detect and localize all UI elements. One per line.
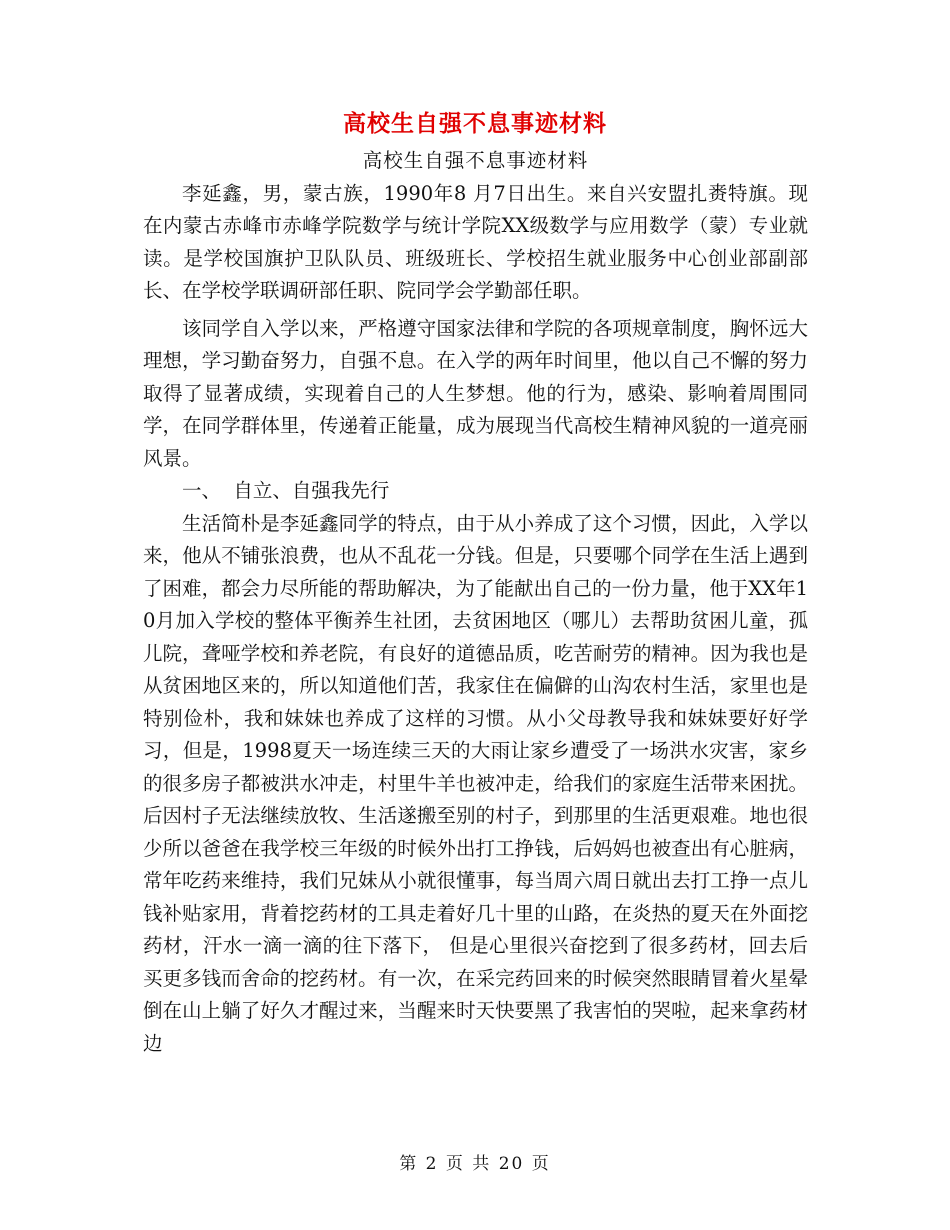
- paragraph-summary: 该同学自入学以来，严格遵守国家法律和学院的各项规章制度，胸怀远大理想，学习勤奋努力，自强不息。在入学的两年时间里，他以自己不懈的努力取得了显著成绩，实现着自己的人生梦想。他的行为，感染、影响着周围同学，在同学群体里，传递着正能量，成为展现当代高校生精神风貌的一道亮丽风景。: [143, 316, 808, 470]
- section-heading: 一、 自立、自强我先行: [182, 479, 390, 502]
- page-number-footer: 第 2 页 共 20 页: [399, 1154, 551, 1174]
- document-subtitle: 高校生自强不息事迹材料: [362, 149, 589, 172]
- document-body: [143, 145, 808, 1060]
- document-title: 高校生自强不息事迹材料: [343, 110, 607, 137]
- paragraph-intro: 李延鑫，男，蒙古族，1990年8 月7日出生。来自兴安盟扎赉特旗。现在内蒙古赤峰市赤峰学院数学与统计学院XX级数学与应用数学（蒙）专业就读。是学校国旗护卫队队员、班级班长、学校招生就业服务中心创业部副部长、在学校学联调研部任职、院同学会学勤部任职。: [143, 181, 808, 302]
- paragraph-section-body: 生活简朴是李延鑫同学的特点，由于从小养成了这个习惯，因此，入学以来，他从不铺张浪费，也从不乱花一分钱。但是，只要哪个同学在生活上遇到了困难，都会力尽所能的帮助解决，为了能献出自己的一份力量，他于XX年10月加入学校的整体平衡养生社团，去贫困地区（哪儿）去帮助贫困儿童，孤儿院，聋哑学校和养老院，有良好的道德品质，吃苦耐劳的精神。因为我也是从贫困地区来的，所以知道他们苦，我家住在偏僻的山沟农村生活，家里也是特别俭朴，我和妹妹也养成了这样的习惯。从小父母教导我和妹妹要好好学习，但是，1998夏天一场连续三天的大雨让家乡遭受了一场洪水灾害，家乡的很多房子都被洪水冲走，村里牛羊也被冲走，给我们的家庭生活带来困扰。后因村子无法继续放牧、生活遂搬至别的村子，到那里的生活更艰难。地也很少所以爸爸在我学校三年级的时候外出打工挣钱，后妈妈也被查出有心脏病，常年吃药来维持，我们兄妹从小就很懂事，每当周六周日就出去打工挣一点儿钱补贴家用，背着挖药材的工具走着好几十里的山路，在炎热的夏天在外面挖药材，汗水一滴一滴的往下落下， 但是心里很兴奋挖到了很多药材，回去后买更多钱而舍命的挖药材。有一次，在采完药回来的时候突然眼睛冒着火星晕倒在山上躺了好久才醒过来，当醒来时天快要黑了我害怕的哭啦，起来拿药材边: [143, 511, 808, 1055]
